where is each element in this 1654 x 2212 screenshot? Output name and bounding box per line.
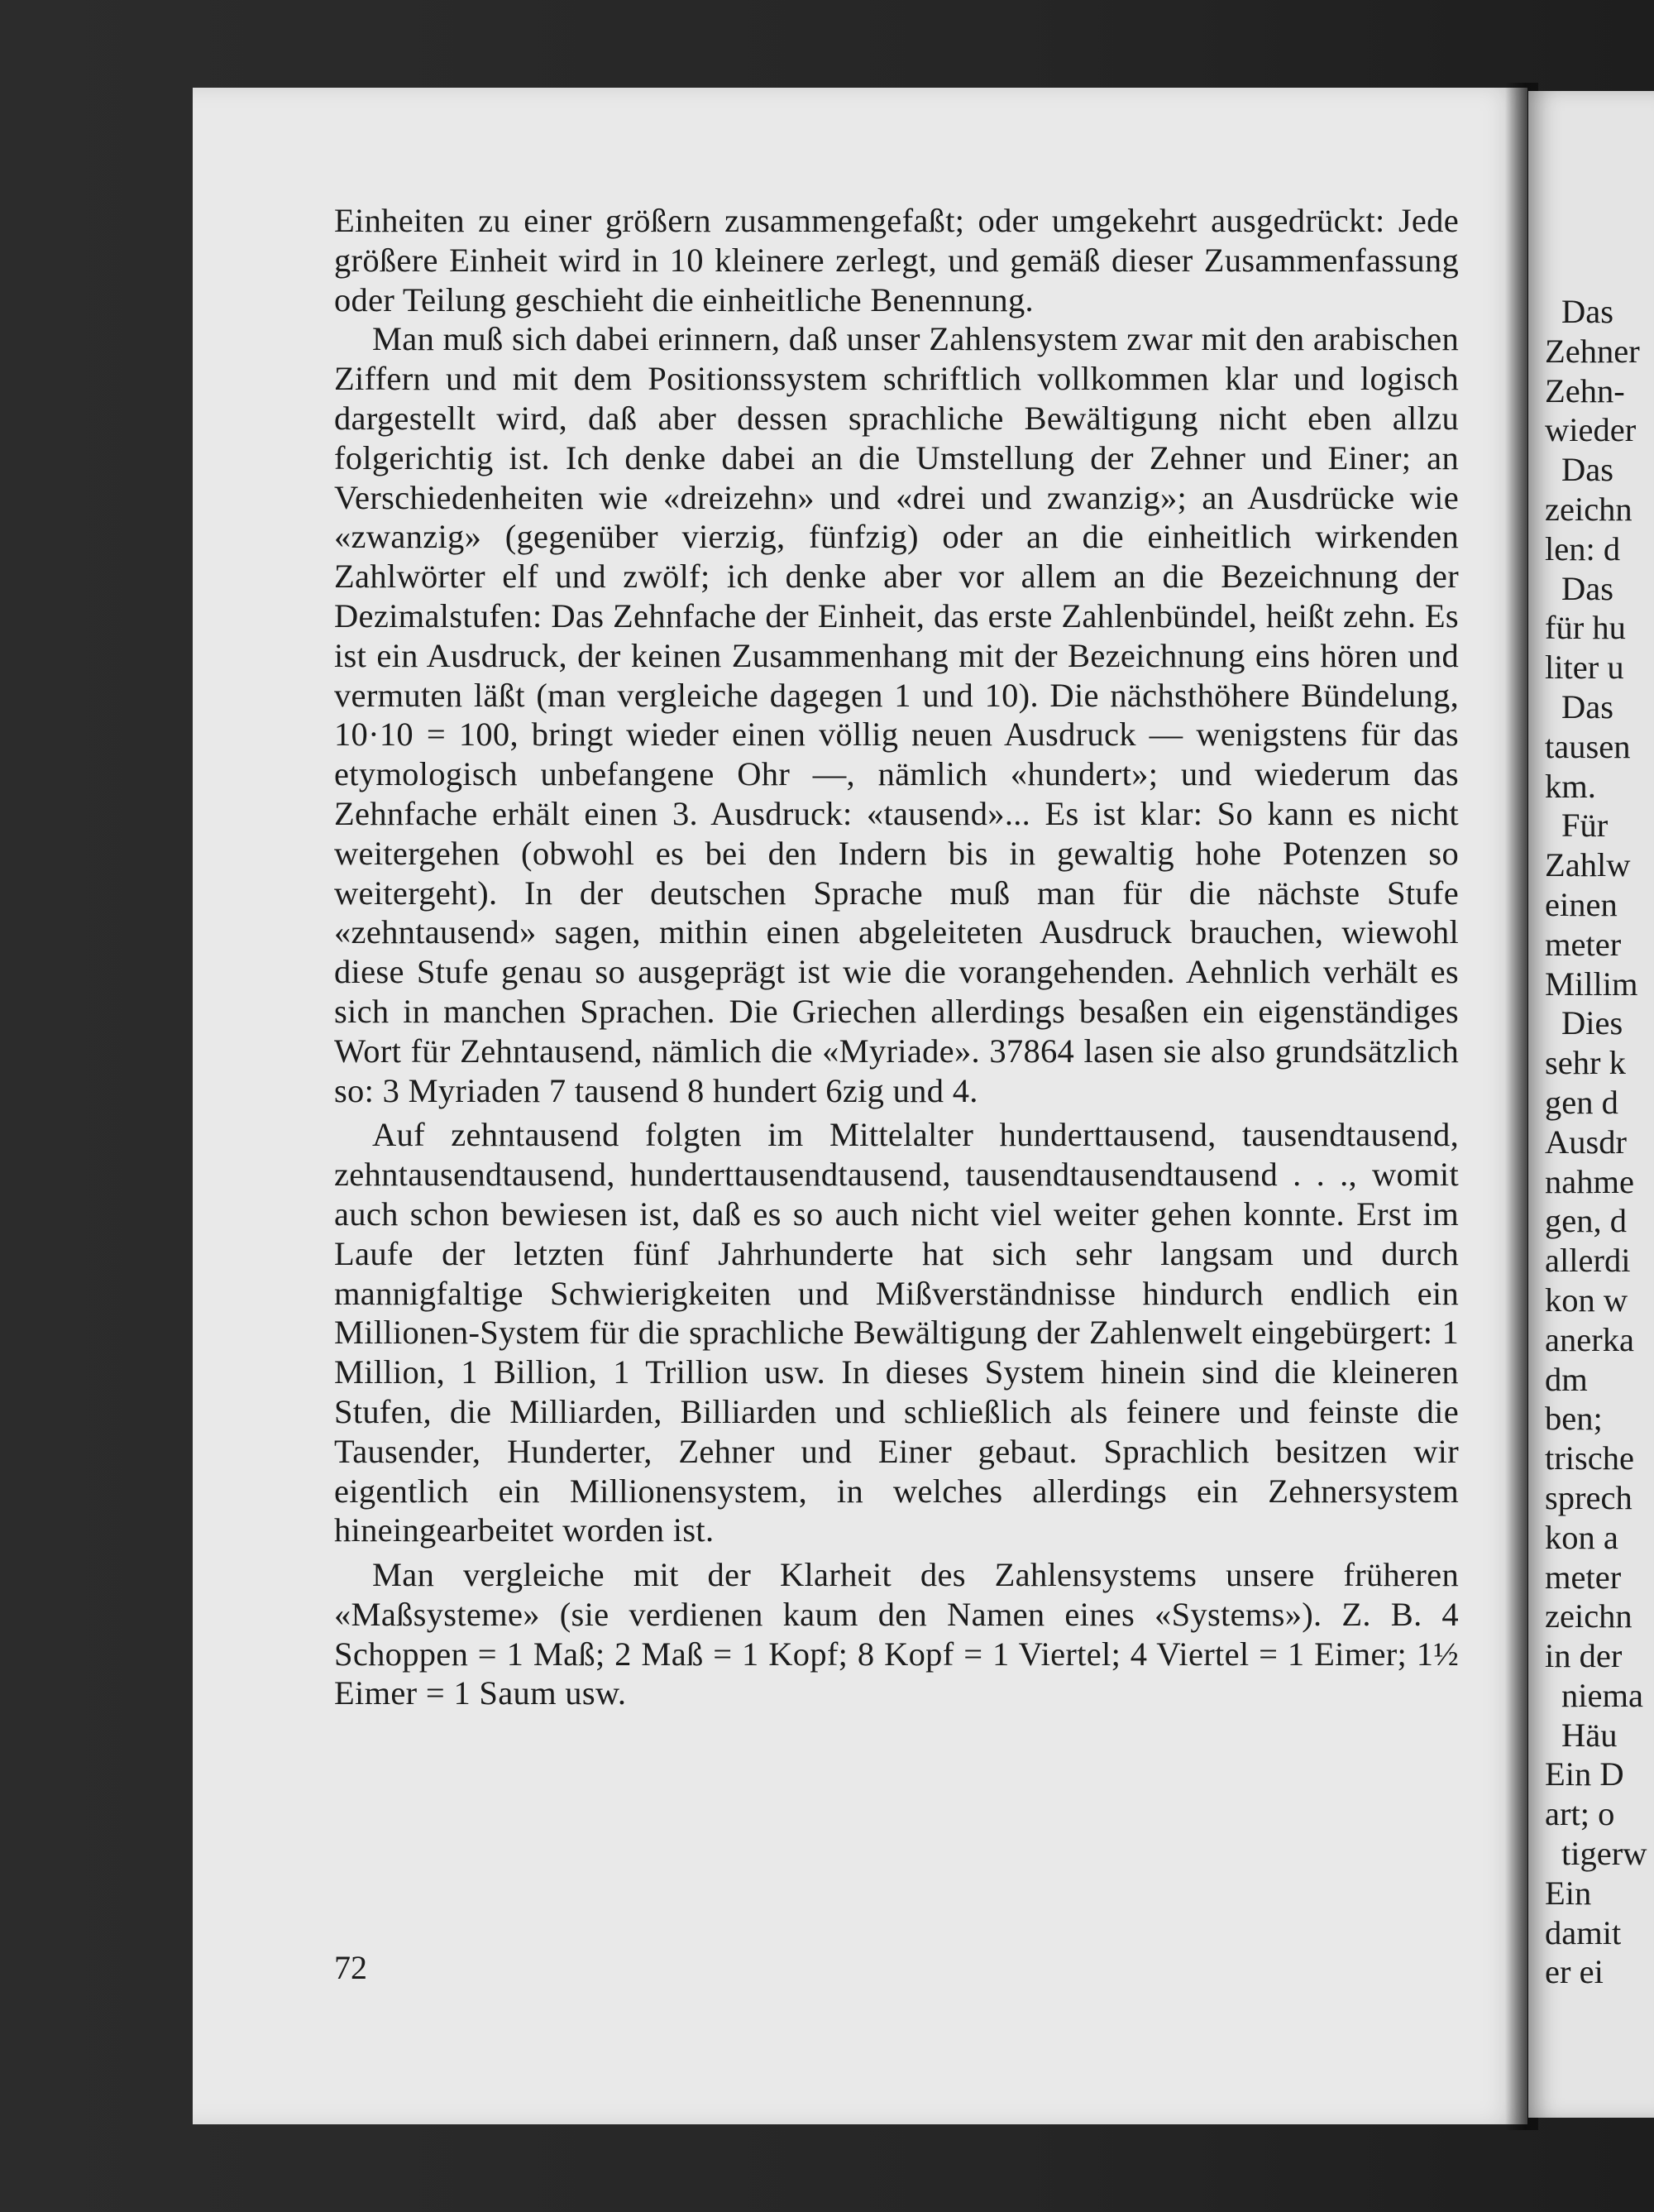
paragraph-4: Man vergleiche mit der Klarheit des Zahlensystems unsere früheren «Maßsysteme» (sie verdienen kaum den Namen eines «Systems»). Z. B. 4 Schoppen = 1 Maß; 2 Maß = 1 Kopf; 8 Kopf = 1 Viertel; 4 Viertel = 1 Eimer; 1½ Eimer = 1 Saum usw. xyxy=(334,1556,1459,1712)
facing-page-line: Zehn- xyxy=(1545,371,1625,409)
facing-page xyxy=(1528,91,1654,2118)
facing-page-line: Das xyxy=(1561,451,1613,489)
facing-page-line: Das xyxy=(1561,687,1613,725)
facing-page-text xyxy=(1545,292,1654,1992)
paragraph-1: Einheiten zu einer größern zusammengefaßt; oder umgekehrt ausgedrückt: Jede größere Einheit wird in 10 kleinere zerlegt, und gemäß dieser Zusammenfassung oder Teilung geschieht die einheitliche Benennung. xyxy=(334,202,1459,318)
facing-page-line: einen xyxy=(1545,885,1618,923)
facing-page-line: Ein D xyxy=(1545,1755,1624,1793)
facing-page-line: meter xyxy=(1545,925,1622,963)
facing-page-line: sprech xyxy=(1545,1478,1632,1516)
paragraph-2: Man muß sich dabei erinnern, daß unser Zahlensystem zwar mit den arabischen Ziffern und mit dem Positionssystem schriftlich vollkommen klar und logisch dargestellt wird, daß aber dessen sprachliche Bewältigung nicht eben allzu folgerichtig ist. Ich denke dabei an die Umstellung der Zehner und Einer; an Verschiedenheiten wie «dreizehn» und «drei und zwanzig»; an Ausdrücke wie «zwanzig» (gegenüber vierzig, fünfzig) oder an die einheitlich wirkenden Zahlwörter elf und zwölf; ich denke aber vor allem an die Bezeichnung der Dezimalstufen: Das Zehnfache der Einheit, das erste Zahlenbündel, heißt zehn. Es ist ein Ausdruck, der keinen Zusammenhang mit der Bezeichnung eins hören und vermuten läßt (man vergleiche dagegen 1 und 10). Die nächsthöhere Bündelung, 10·10 = 100, bringt wieder einen völlig neuen Ausdruck — wenigstens für das etymologisch unbefangene Ohr —, nämlich «hundert»; und wiederum das Zehnfache erhält einen 3. Ausdruck: «tausend»... Es ist klar: So kann es nicht weitergehen (obwohl es bei den Indern bis in gewaltig hohe Potenzen so weitergeht). In der deutschen Sprache muß man für die nächste Stufe «zehntausend» sagen, mithin einen abgeleiteten Ausdruck brauchen, wiewohl diese Stufe genau so ausgeprägt ist wie die vorangehenden. Aehnlich verhält es sich in manchen Sprachen. Die Griechen allerdings besaßen ein eigenständiges Wort für Zehntausend, nämlich die «Myriade». 37864 lasen sie also grundsätzlich so: 3 Myriaden 7 tausend 8 hundert 6zig und 4. xyxy=(334,320,1459,1109)
facing-page-line: tausen xyxy=(1545,727,1631,765)
facing-page-line: wieder xyxy=(1545,411,1637,449)
facing-page-line: Das xyxy=(1561,293,1613,330)
facing-page-line: kon w xyxy=(1545,1281,1628,1319)
facing-page-line: damit xyxy=(1545,1913,1622,1951)
facing-page-line: kon a xyxy=(1545,1518,1618,1556)
facing-page-line: in der xyxy=(1545,1637,1623,1675)
facing-page-line: len: d xyxy=(1545,529,1621,567)
facing-page-line: tigerw xyxy=(1561,1835,1647,1873)
facing-page-line: art; o xyxy=(1545,1795,1615,1833)
body-text xyxy=(334,201,1459,1713)
facing-page-line: trische xyxy=(1545,1439,1634,1477)
facing-page-line: km. xyxy=(1545,767,1596,805)
facing-page-line: niema xyxy=(1561,1676,1643,1714)
facing-page-line: Ein xyxy=(1545,1874,1592,1912)
facing-page-line: sehr k xyxy=(1545,1044,1626,1082)
page-number: 72 xyxy=(334,1949,367,1986)
facing-page-line: dm xyxy=(1545,1360,1588,1398)
facing-page-line: Für xyxy=(1561,807,1609,845)
facing-page-line: Zehner xyxy=(1545,332,1640,370)
facing-page-line: liter u xyxy=(1545,649,1624,687)
facing-page-line: gen, d xyxy=(1545,1202,1627,1240)
facing-page-line: anerka xyxy=(1545,1320,1634,1358)
facing-page-line: gen d xyxy=(1545,1083,1618,1121)
facing-page-line: Ausdr xyxy=(1545,1123,1627,1161)
facing-page-line: ben; xyxy=(1545,1400,1603,1438)
facing-page-line: er ei xyxy=(1545,1953,1604,1991)
facing-page-line: zeichn xyxy=(1545,490,1632,528)
facing-page-line: zeichn xyxy=(1545,1597,1632,1635)
facing-page-line: Das xyxy=(1561,569,1613,607)
facing-page-line: Millim xyxy=(1545,965,1638,1003)
facing-page-line: Dies xyxy=(1561,1004,1623,1042)
facing-page-line: Häu xyxy=(1561,1716,1618,1754)
facing-page-line: allerdi xyxy=(1545,1242,1631,1280)
paragraph-3: Auf zehntausend folgten im Mittelalter hunderttausend, tausendtausend, zehntausendtausend, hunderttausendtausend, tausendtausendtausend . . ., womit auch schon bewiesen ist, daß es so auch nicht viel weiter gehen konnte. Erst im Laufe der letzten fünf Jahrhunderte hat sich sehr langsam und durch mannigfaltige Schwierigkeiten und Mißverständnisse hindurch endlich ein Millionen-System für die sprachliche Bewältigung der Zahlenwelt eingebürgert: 1 Million, 1 Billion, 1 Trillion usw. In dieses System hinein sind die kleineren Stufen, die Milliarden, Billiarden und schließlich als feinere und feinste die Tausender, Hunderter, Zehner und Einer gebaut. Sprachlich besitzen wir eigentlich ein Millionensystem, in welches allerdings ein Zehnersystem hineingearbeitet worden ist. xyxy=(334,1116,1459,1549)
facing-page-line: meter xyxy=(1545,1558,1622,1596)
facing-page-line: nahme xyxy=(1545,1162,1634,1200)
facing-page-line: Zahlw xyxy=(1545,846,1631,884)
facing-page-line: für hu xyxy=(1545,609,1626,647)
